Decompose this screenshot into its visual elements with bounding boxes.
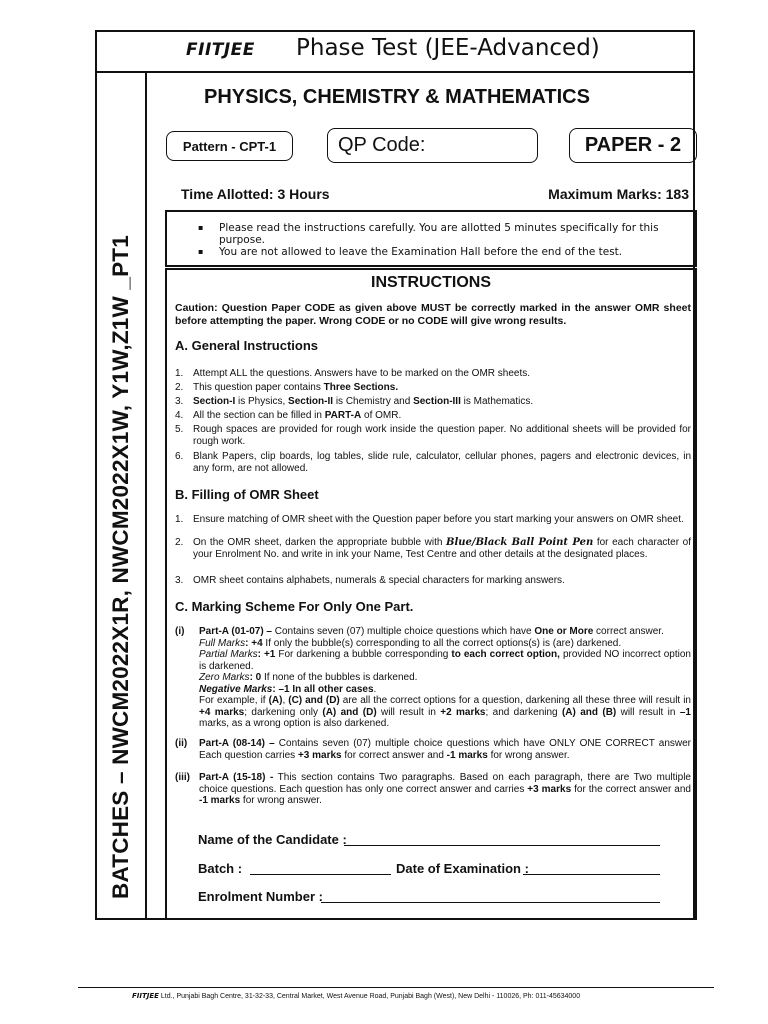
example-segment: +2 marks <box>440 706 486 718</box>
pattern-box <box>166 131 293 161</box>
side-batch-strip <box>95 73 147 920</box>
bullet-icon: ▪ <box>198 247 204 256</box>
maximum-marks: Maximum Marks: 183 <box>548 186 689 202</box>
footer-address <box>132 992 580 1000</box>
list-item: 3. OMR sheet contains alphabets, numerals & special characters for marking answers. <box>175 575 565 586</box>
fiitjee-logo: FIITJEE <box>186 40 255 60</box>
marking-part-iii: (iii) Part-A (15-18) - This section contains Two paragraphs. Based on each paragraph, there are Two multiple choice questions. Each question has only one correct answer and carries +3 marks for the correct answer and -1 marks for wrong answer. <box>175 772 691 806</box>
marking-part-i: (i) Part-A (01-07) – Contains seven (07) multiple choice questions which have One or More correct answer. Full Marks: +4 If only the bubble(s) corresponding to all the correct options(s) is (are) darkened. Partial Marks: +1 For darkening a bubble corresponding to each correct option, provided NO incorrect option is darkened. Zero Marks: 0 If none of the bubbles is darkened. Negative Marks: –1 In all other cases. For example, if (A), (C) and (D) are all the correct options for a question, darkening all these three will result in +4 marks; darkening only (A) and (D) will result in +2 marks; and darkening (A) and (B) will result in –1 marks, as a wrong option is also darkened. <box>175 626 691 729</box>
marking-example <box>199 695 691 729</box>
qp-code-label: QP Code: <box>338 134 426 156</box>
exam-date-label: Date of Examination : <box>396 861 529 876</box>
omr-heading: B. Filling of OMR Sheet <box>175 487 319 502</box>
paper-box <box>569 128 697 163</box>
example-segment: +4 marks <box>199 706 245 718</box>
enrolment-number-field[interactable] <box>321 902 660 903</box>
instructions-box <box>165 268 697 920</box>
example-segment: (A) and (D) <box>322 706 377 718</box>
example-segment: marks, as a wrong option is also darkened. <box>199 718 390 729</box>
candidate-name-field[interactable] <box>344 845 660 846</box>
notice-item <box>198 246 684 258</box>
marking-heading: C. Marking Scheme For Only One Part. <box>175 599 414 614</box>
marking-part-ii: (ii) Part-A (08-14) – Contains seven (07) multiple choice questions which have ONLY ONE CORRECT answer Each question carries +3 marks for correct answer and -1 marks for wrong answer. <box>175 738 691 761</box>
enrolment-number-label: Enrolment Number : <box>198 889 323 904</box>
example-segment: , <box>282 695 289 706</box>
example-segment: will result in <box>616 706 680 718</box>
list-item: 1. Attempt ALL the questions. Answers have to be marked on the OMR sheets. <box>175 368 531 379</box>
example-segment: For example, if <box>199 695 269 706</box>
batch-label: BATCHES – NWCM2022X1R, NWCM2022X1W, Y1W,Z1W _PT1 <box>108 235 133 899</box>
caution-note: Caution: Question Paper CODE as given above MUST be correctly marked in the answer OMR sheet before attempting the paper. Wrong CODE or no CODE will give wrong results. <box>175 302 691 327</box>
notice-text: Please read the instructions carefully. You are allotted 5 minutes specifically for this purpose. <box>219 222 659 246</box>
exam-date-field[interactable] <box>523 874 660 875</box>
example-segment: (A) <box>268 695 283 706</box>
example-segment: will result in <box>376 706 441 718</box>
notice-item <box>198 222 684 246</box>
list-item: 2. This question paper contains Three Sections. <box>175 382 399 393</box>
list-item: 4. All the section can be filled in PART-A of OMR. <box>175 410 402 421</box>
page-title: Phase Test (JEE-Advanced) <box>296 35 600 61</box>
list-item: 5. Rough spaces are provided for rough work inside the question paper. No additional sheets will be provided for rough work. <box>175 424 691 447</box>
bullet-icon: ▪ <box>198 223 204 232</box>
time-allotted: Time Allotted: 3 Hours <box>181 186 330 202</box>
instructions-title: INSTRUCTIONS <box>371 274 491 291</box>
footer-address-text: Ltd., Punjabi Bagh Centre, 31-32-33, Central Market, West Avenue Road, Punjabi Bagh (West), New Delhi - 110026, Ph: 011-45634000 <box>158 993 581 1000</box>
candidate-name-label: Name of the Candidate : <box>198 832 347 847</box>
batch-field-label: Batch : <box>198 861 243 876</box>
list-item: 6. Blank Papers, clip boards, log tables, slide rule, calculator, cellular phones, pagers and electronic devices, in any form, are not allowed. <box>175 451 691 474</box>
paper-label: PAPER - 2 <box>584 134 682 156</box>
example-segment: (A) and (B) <box>561 706 617 718</box>
list-item: 1. Ensure matching of OMR sheet with the Question paper before you start marking your answers on OMR sheet. <box>175 514 684 525</box>
example-segment: are all the correct options for a question, darkening all these three will result in <box>339 695 691 706</box>
list-item: 3. Section-I is Physics, Section-II is Chemistry and Section-III is Mathematics. <box>175 396 534 407</box>
footer-divider <box>78 987 714 988</box>
example-segment: –1 <box>679 706 691 718</box>
notice-box <box>165 210 697 267</box>
footer-logo: FIITJEE <box>132 992 159 1000</box>
general-heading: A. General Instructions <box>175 338 319 353</box>
example-segment: ; and darkening <box>485 706 562 718</box>
subject-title: PHYSICS, CHEMISTRY & MATHEMATICS <box>204 86 590 108</box>
batch-field[interactable] <box>250 874 391 875</box>
pattern-label: Pattern - CPT-1 <box>182 138 277 154</box>
qp-code-box <box>327 128 538 163</box>
list-item: 2. On the OMR sheet, darken the appropriate bubble with Blue/Black Ball Point Pen for each character of your Enrolment No. and write in ink your Name, Test Centre and other details at the designated places. <box>175 537 691 560</box>
notice-text: You are not allowed to leave the Examination Hall before the end of the test. <box>219 246 623 258</box>
example-segment: ; darkening only <box>244 706 323 718</box>
example-segment: (C) and (D) <box>288 695 340 706</box>
